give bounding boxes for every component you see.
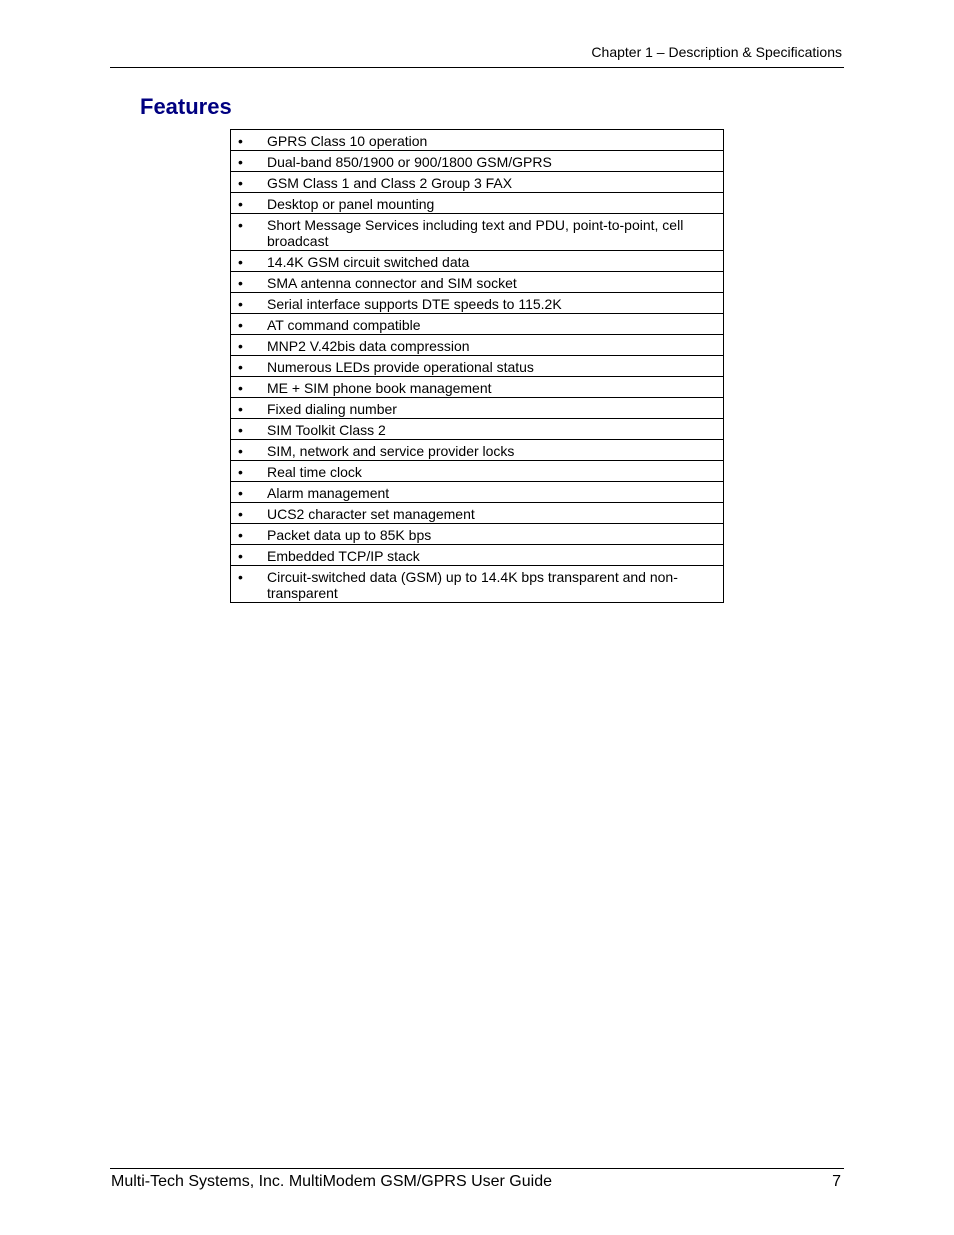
feature-cell <box>231 524 724 545</box>
features-table <box>230 129 724 603</box>
feature-item: Real time clock <box>267 464 362 480</box>
feature-item: Circuit-switched data (GSM) up to 14.4K bps transparent and non-transparent <box>267 569 678 601</box>
table-row <box>231 151 724 172</box>
feature-item: Short Message Services including text and PDU, point-to-point, cell broadcast <box>267 217 684 249</box>
bullet-icon: • <box>238 338 243 354</box>
feature-cell <box>231 172 724 193</box>
table-row <box>231 356 724 377</box>
feature-cell <box>231 419 724 440</box>
bullet-icon: • <box>238 401 243 417</box>
page-number: 7 <box>832 1173 841 1190</box>
bullet-icon: • <box>238 380 243 396</box>
bullet-icon: • <box>238 317 243 333</box>
feature-cell <box>231 398 724 419</box>
feature-item: SIM Toolkit Class 2 <box>267 422 386 438</box>
section-title: Features <box>140 94 232 119</box>
feature-item: SIM, network and service provider locks <box>267 443 515 459</box>
table-row <box>231 130 724 151</box>
table-row <box>231 482 724 503</box>
feature-cell <box>231 293 724 314</box>
bullet-icon: • <box>238 154 243 170</box>
feature-cell <box>231 335 724 356</box>
feature-item: Packet data up to 85K bps <box>267 527 432 543</box>
feature-item: Numerous LEDs provide operational status <box>267 359 534 375</box>
table-row <box>231 272 724 293</box>
feature-item: Embedded TCP/IP stack <box>267 548 420 564</box>
feature-item: AT command compatible <box>267 317 421 333</box>
bullet-icon: • <box>238 275 243 291</box>
table-row <box>231 503 724 524</box>
table-row <box>231 335 724 356</box>
feature-item: Serial interface supports DTE speeds to 115.2K <box>267 296 562 312</box>
bullet-icon: • <box>238 548 243 564</box>
feature-cell <box>231 314 724 335</box>
feature-item: ME + SIM phone book management <box>267 380 492 396</box>
feature-item: Alarm management <box>267 485 390 501</box>
feature-cell <box>231 377 724 398</box>
table-row <box>231 398 724 419</box>
bullet-icon: • <box>238 485 243 501</box>
table-row <box>231 461 724 482</box>
feature-item: GSM Class 1 and Class 2 Group 3 FAX <box>267 175 513 191</box>
table-row <box>231 419 724 440</box>
feature-cell <box>231 440 724 461</box>
feature-cell <box>231 356 724 377</box>
bullet-icon: • <box>238 359 243 375</box>
bullet-icon: • <box>238 217 243 233</box>
bullet-icon: • <box>238 464 243 480</box>
bullet-icon: • <box>238 196 243 212</box>
bullet-icon: • <box>238 527 243 543</box>
bullet-icon: • <box>238 175 243 191</box>
feature-item: Fixed dialing number <box>267 401 397 417</box>
table-row <box>231 377 724 398</box>
table-row <box>231 566 724 603</box>
bullet-icon: • <box>238 254 243 270</box>
feature-cell <box>231 251 724 272</box>
table-row <box>231 172 724 193</box>
feature-item: UCS2 character set management <box>267 506 475 522</box>
feature-cell <box>231 214 724 251</box>
feature-item: GPRS Class 10 operation <box>267 133 428 149</box>
feature-item: Dual-band 850/1900 or 900/1800 GSM/GPRS <box>267 154 552 170</box>
bullet-icon: • <box>238 133 243 149</box>
bullet-icon: • <box>238 569 243 585</box>
header-rule <box>110 67 844 68</box>
footer-publisher: Multi-Tech Systems, Inc. MultiModem GSM/GPRS User Guide <box>111 1173 552 1190</box>
table-row <box>231 440 724 461</box>
table-row <box>231 251 724 272</box>
feature-item: SMA antenna connector and SIM socket <box>267 275 517 291</box>
bullet-icon: • <box>238 443 243 459</box>
feature-item: MNP2 V.42bis data compression <box>267 338 470 354</box>
bullet-icon: • <box>238 422 243 438</box>
feature-cell <box>231 566 724 603</box>
table-row <box>231 545 724 566</box>
feature-cell <box>231 482 724 503</box>
feature-cell <box>231 193 724 214</box>
feature-cell <box>231 545 724 566</box>
table-row <box>231 524 724 545</box>
feature-cell <box>231 130 724 151</box>
feature-cell <box>231 461 724 482</box>
bullet-icon: • <box>238 506 243 522</box>
table-row <box>231 293 724 314</box>
table-row <box>231 193 724 214</box>
bullet-icon: • <box>238 296 243 312</box>
table-row <box>231 314 724 335</box>
feature-cell <box>231 272 724 293</box>
running-header: Chapter 1 – Description & Specifications <box>591 44 842 60</box>
feature-cell <box>231 503 724 524</box>
feature-cell <box>231 151 724 172</box>
footer-rule <box>110 1168 844 1169</box>
table-row <box>231 214 724 251</box>
feature-item: Desktop or panel mounting <box>267 196 435 212</box>
feature-item: 14.4K GSM circuit switched data <box>267 254 470 270</box>
